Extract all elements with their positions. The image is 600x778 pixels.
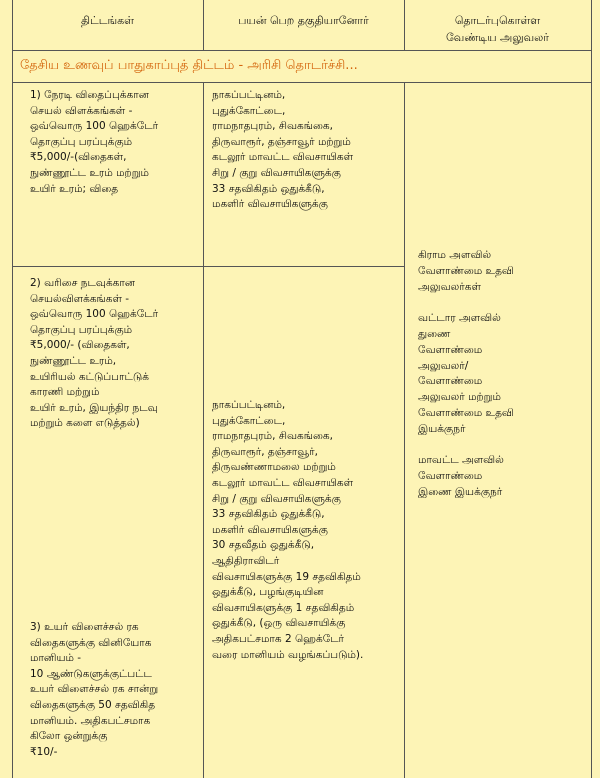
section-title: தேசிய உணவுப் பாதுகாப்புத் திட்டம் - அரிசி தொடர்ச்சி...: [20, 58, 358, 73]
scheme-cell-1: 1) நேரடி விதைப்புக்கான செயல் விளக்கங்கள் - ஒவ்வொரு 100 ஹெக்டேர் தொகுப்பு பரப்புக்கும் ₹5,000/-(விதைகள், நுண்ணூட்ட உரம் மற்றும் உயிர் உரம்; விதை: [30, 89, 159, 195]
beneficiary-cell-1: நாகப்பட்டினம், புதுக்கோட்டை, ராமநாதபுரம், சிவகங்கை, திருவாரூர், தஞ்சாவூர் மற்றும் கடலூர் மாவட்ட விவசாயிகள் சிறு / குறு விவசாயிகளுக்கு 33 சதவிகிதம் ஒதுக்கீடு, மகளிர் விவசாயிகளுக்கு: [212, 89, 354, 211]
header-beneficiaries: பயன் பெற தகுதியானோர்: [238, 14, 369, 27]
beneficiary-cell-2: நாகப்பட்டினம், புதுக்கோட்டை, ராமநாதபுரம், சிவகங்கை, திருவாரூர், தஞ்சாவூர், திருவண்ணாமலை மற்றும் கடலூர் மாவட்ட விவசாயிகள் சிறு / குறு விவசாயிகளுக்கு 33 சதவிகிதம் ஒதுக்கீடு, மகளிர் விவசாயிகளுக்கு 30 சதவீதம் ஒதுக்கீடு, ஆதிதிராவிடர் விவசாயிகளுக்கு 19 சதவிகிதம் ஒதுக்கீடு, பழங்குடியின விவசாயிகளுக்கு 1 சதவிகிதம் ஒதுக்கீடு, (ஒரு விவசாயிக்கு அதிகபட்சமாக 2 ஹெக்டேர் வரை மானியம் வழங்கப்படும்).: [212, 399, 364, 661]
contact-officers: கிராம அளவில் வேளாண்மை உதவி அலுவலர்கள் வட்டார அளவில் துணை வேளாண்மை அலுவலர்/ வேளாண்மை அலுவலர் மற்றும் வேளாண்மை உதவி இயக்குநர் மாவட்ட அளவில் வேளாண்மை இணை இயக்குநர்: [418, 249, 514, 498]
column-divider-2: [404, 82, 405, 778]
table-border-left: [12, 0, 13, 778]
scheme-cell-2: 2) வரிசை நடவுக்கான செயல்விளக்கங்கள் - ஒவ்வொரு 100 ஹெக்டேர் தொகுப்பு பரப்புக்கும் ₹5,000/- (விதைகள், நுண்ணூட்ட உரம், உயிரியல் கட்டுப்பாட்டுக் காரணி மற்றும் உயிர் உரம், இயந்திர நடவு மற்றும் களை எடுத்தல்): [30, 277, 159, 430]
header-contact-officer: தொடர்புகொள்ள வேண்டிய அலுவலர்: [446, 14, 549, 44]
row-divider: [12, 266, 404, 267]
table-border-right: [591, 0, 592, 778]
header-schemes: திட்டங்கள்: [80, 14, 135, 27]
scheme-cell-3: 3) உயர் விளைச்சல் ரக விதைகளுக்கு வினியோக மானியம் - 10 ஆண்டுகளுக்குட்பட்ட உயர் விளைச்சல் ரக சான்று விதைகளுக்கு 50 சதவிகித மானியம். அதிகபட்சமாக கிலோ ஒன்றுக்கு ₹10/-: [30, 621, 159, 758]
column-divider-1: [203, 82, 204, 778]
section-bottom-border: [12, 82, 592, 83]
header-bottom-border: [12, 50, 592, 51]
